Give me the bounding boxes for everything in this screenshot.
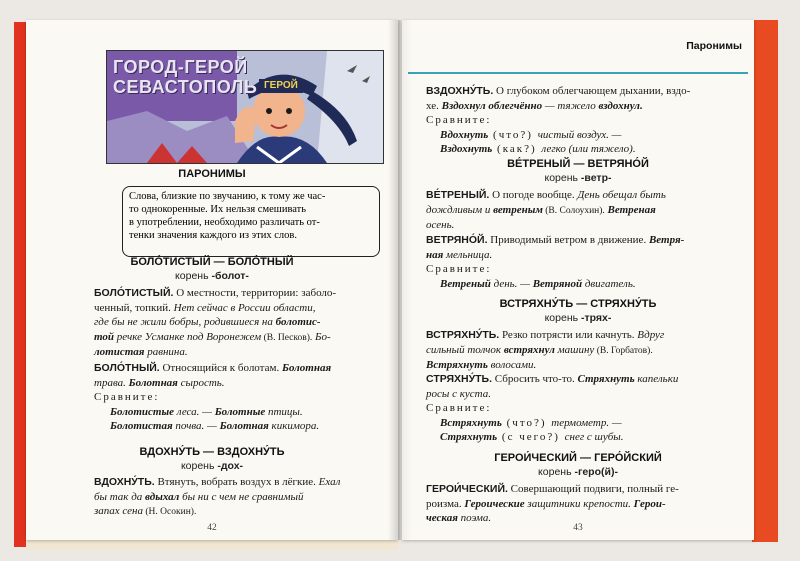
example-text: защитники крепости. xyxy=(524,497,631,510)
example-keyword: Болотистые xyxy=(110,405,174,418)
illustration-caption-line2: СЕВАСТОПОЛЬ xyxy=(113,77,258,97)
entry-term: ВЕТРЯНО́Й. xyxy=(426,234,488,246)
example-text: капельки xyxy=(634,373,679,385)
example-keyword: ветреным xyxy=(493,203,543,216)
compare-label: Сравните: xyxy=(426,402,492,414)
root-value: -болот- xyxy=(211,270,249,282)
pair-title: ВЕ́ТРЕНЫЙ — ВЕТРЯНО́Й xyxy=(507,158,649,170)
entry-stryakhnut xyxy=(426,372,742,445)
root-value: -дох- xyxy=(217,460,244,472)
root-value: -ветр- xyxy=(580,172,612,184)
pair-title: БОЛО́ТИСТЫЙ — БОЛО́ТНЫЙ xyxy=(130,256,294,268)
entry-vdokhnut xyxy=(94,475,386,520)
example-keyword: Вздохнуть xyxy=(440,143,493,155)
entry-bolotny xyxy=(94,361,386,434)
example-text: росы с куста. xyxy=(426,387,491,400)
example-keyword: Вдохнуть xyxy=(440,128,489,141)
example-keyword: лотистая xyxy=(94,346,145,358)
example-keyword: Героические xyxy=(461,497,525,510)
left-page xyxy=(26,20,398,540)
header-rule xyxy=(408,72,748,74)
example-keyword: Встряхнуть xyxy=(440,416,502,429)
root-note xyxy=(402,312,754,324)
example-text: поэма. xyxy=(457,512,492,524)
example-text: машину xyxy=(554,343,595,356)
entry-text: Втянуть, вобрать воздух в лёгкие. xyxy=(154,476,316,488)
example-keyword: Ветреный xyxy=(440,277,491,290)
page-number: 43 xyxy=(573,523,583,533)
example-text: трава. xyxy=(94,376,129,389)
example-text: равнина. xyxy=(144,346,188,358)
book-gutter xyxy=(388,20,412,540)
example-keyword: вдыхал xyxy=(145,490,180,503)
definition-box xyxy=(122,186,380,257)
example-keyword: Болотная xyxy=(279,362,332,374)
entry-text: роизма. xyxy=(426,497,462,510)
entry-bolotisty xyxy=(94,286,386,360)
example-text: сырость. xyxy=(177,376,225,389)
entry-term: ВЕ́ТРЕНЫЙ. xyxy=(426,189,490,201)
example-keyword: той xyxy=(94,330,115,343)
compare-label: Сравните: xyxy=(426,114,492,126)
entry-text: Резко потрясти или качнуть. xyxy=(499,329,635,341)
example-keyword: Встряхнуть xyxy=(426,359,488,371)
definition-line: Слова, близкие по звучанию, к тому же час- xyxy=(129,191,326,202)
example-text: Бо- xyxy=(312,330,331,343)
question-text: (что?) xyxy=(501,416,552,429)
example-keyword: Ветреная xyxy=(604,203,656,216)
question-text: (что?) xyxy=(488,128,538,141)
example-keyword: Стряхнуть xyxy=(574,373,635,385)
example-text: мельница. xyxy=(443,248,493,261)
example-keyword: Болотистая xyxy=(110,420,173,432)
entry-term: ВСТРЯХНУ́ТЬ. xyxy=(426,329,500,341)
root-note xyxy=(402,466,754,478)
entry-text: О местности, территории: заболо- xyxy=(173,287,337,299)
example-text: легко (или тяжело). xyxy=(541,143,636,155)
example-text: день. — xyxy=(490,277,533,290)
definition-line: в употреблении, необходимо различать от- xyxy=(129,217,320,228)
example-text: снег с шубы. xyxy=(564,431,624,443)
example-keyword: Болотная xyxy=(128,376,178,389)
entry-text: ченный, топкий. xyxy=(94,301,171,314)
sevastopol-illustration xyxy=(106,50,384,164)
example-text: где бы не жили бобры, родившиеся на xyxy=(94,316,276,328)
entry-term: ГЕРОИ́ЧЕСКИЙ. xyxy=(426,483,508,495)
example-text: двигатель. xyxy=(582,277,636,290)
example-text: кикимора. xyxy=(268,420,320,432)
example-text: речке Усманке под Воронежем xyxy=(114,330,262,343)
source-citation: (В. Песков). xyxy=(261,332,313,343)
compare-label: Сравните: xyxy=(426,263,492,275)
root-label: корень xyxy=(544,172,578,184)
cover-edge-right xyxy=(752,20,778,542)
root-value: -трях- xyxy=(581,312,612,324)
entry-vetreny xyxy=(426,188,742,233)
root-note xyxy=(26,270,398,282)
pair-title: ГЕРОИ́ЧЕСКИЙ — ГЕРО́ЙСКИЙ xyxy=(494,452,662,464)
entry-vstryakhnut xyxy=(426,328,742,373)
example-text: дождливым и xyxy=(426,203,494,216)
example-keyword: встряхнул xyxy=(503,343,555,356)
illustration-caption-line1: ГОРОД-ГЕРОЙ xyxy=(113,57,248,77)
definition-line: то однокоренные. Их нельзя смешивать xyxy=(129,204,307,215)
example-keyword: Болотные xyxy=(214,405,266,418)
compare-label: Сравните: xyxy=(94,391,160,403)
example-text: запах сена xyxy=(94,505,144,517)
example-keyword: болотис- xyxy=(275,316,321,328)
entry-text: Совершающий подвиги, полный ге- xyxy=(507,483,679,495)
section-title: ПАРОНИМЫ xyxy=(178,168,246,180)
cap-ribbon-text: ГЕРОЙ xyxy=(264,80,298,91)
entry-geroichesky xyxy=(426,482,742,526)
background-top xyxy=(0,0,800,22)
example-text: — xyxy=(542,99,558,112)
example-text: Нет сейчас в России области, xyxy=(170,301,316,314)
example-text: леса. — xyxy=(174,405,215,418)
question-text: (с чего?) xyxy=(497,431,565,443)
right-page xyxy=(402,20,754,540)
example-keyword: ная xyxy=(426,248,444,261)
root-note xyxy=(26,460,398,472)
example-keyword: Герои- xyxy=(630,497,666,510)
entry-term: ВЗДОХНУ́ТЬ. xyxy=(426,85,494,97)
example-keyword: Вздохнул облегчённо xyxy=(438,99,543,112)
entry-term: БОЛО́ТНЫЙ. xyxy=(94,362,160,374)
root-label: корень xyxy=(544,312,579,324)
example-text: птицы. xyxy=(265,405,303,418)
example-keyword: вздохнул. xyxy=(598,99,643,112)
root-label: корень xyxy=(180,460,215,472)
source-citation: (В. Горбатов). xyxy=(594,345,653,356)
entry-term: БОЛО́ТИСТЫЙ. xyxy=(94,287,174,299)
example-text: осень. xyxy=(426,219,455,231)
example-text: тяжело xyxy=(557,99,599,112)
example-keyword: Ветря- xyxy=(646,234,685,246)
entry-text: О погоде вообще. xyxy=(489,189,575,201)
running-head: Паронимы xyxy=(686,40,742,52)
root-label: корень xyxy=(175,270,209,282)
example-keyword: Ветряной xyxy=(532,277,583,290)
entry-text: Приводимый ветром в движение. xyxy=(487,234,647,246)
question-text: (как?) xyxy=(492,143,542,155)
entry-term: ВДОХНУ́ТЬ. xyxy=(94,476,155,488)
source-citation: (В. Солоухин). xyxy=(542,205,605,216)
root-label: корень xyxy=(538,466,572,478)
definition-line: тенки значения каждого из этих слов. xyxy=(129,230,297,241)
example-text: термометр. — xyxy=(551,416,622,429)
example-text: День обещал быть xyxy=(574,189,666,201)
root-value: -геро(й)- xyxy=(574,466,618,478)
root-note xyxy=(402,172,754,184)
example-text: чистый воздух. — xyxy=(537,128,622,141)
example-text: почва. — xyxy=(172,420,220,432)
pair-title: ВСТРЯХНУ́ТЬ — СТРЯХНУ́ТЬ xyxy=(499,298,657,310)
page-number: 42 xyxy=(207,523,217,533)
example-text: бы ни с чем не сравнимый xyxy=(179,490,304,503)
entry-text: Сбросить что-то. xyxy=(492,373,575,385)
example-keyword: ческая xyxy=(426,512,458,524)
entry-text: Относящийся к болотам. xyxy=(159,362,280,374)
source-citation: (Н. Осокин). xyxy=(143,507,197,517)
example-keyword: Стряхнуть xyxy=(440,431,498,443)
example-keyword: Болотная xyxy=(219,420,269,432)
example-text: волосами. xyxy=(487,359,537,371)
example-text: Ехал xyxy=(315,476,341,488)
entry-term: СТРЯХНУ́ТЬ. xyxy=(426,373,493,385)
entry-vzdokhnut xyxy=(426,84,742,157)
entry-text: хе. xyxy=(426,99,439,112)
example-text: сильный толчок xyxy=(426,343,504,356)
entry-vetryanoy xyxy=(426,233,742,291)
example-text: Вдруг xyxy=(634,329,665,341)
example-text: бы так да xyxy=(94,490,146,503)
pair-title: ВДОХНУ́ТЬ — ВЗДОХНУ́ТЬ xyxy=(139,446,285,458)
entry-text: О глубоком облегчающем дыхании, вздо- xyxy=(493,85,691,97)
